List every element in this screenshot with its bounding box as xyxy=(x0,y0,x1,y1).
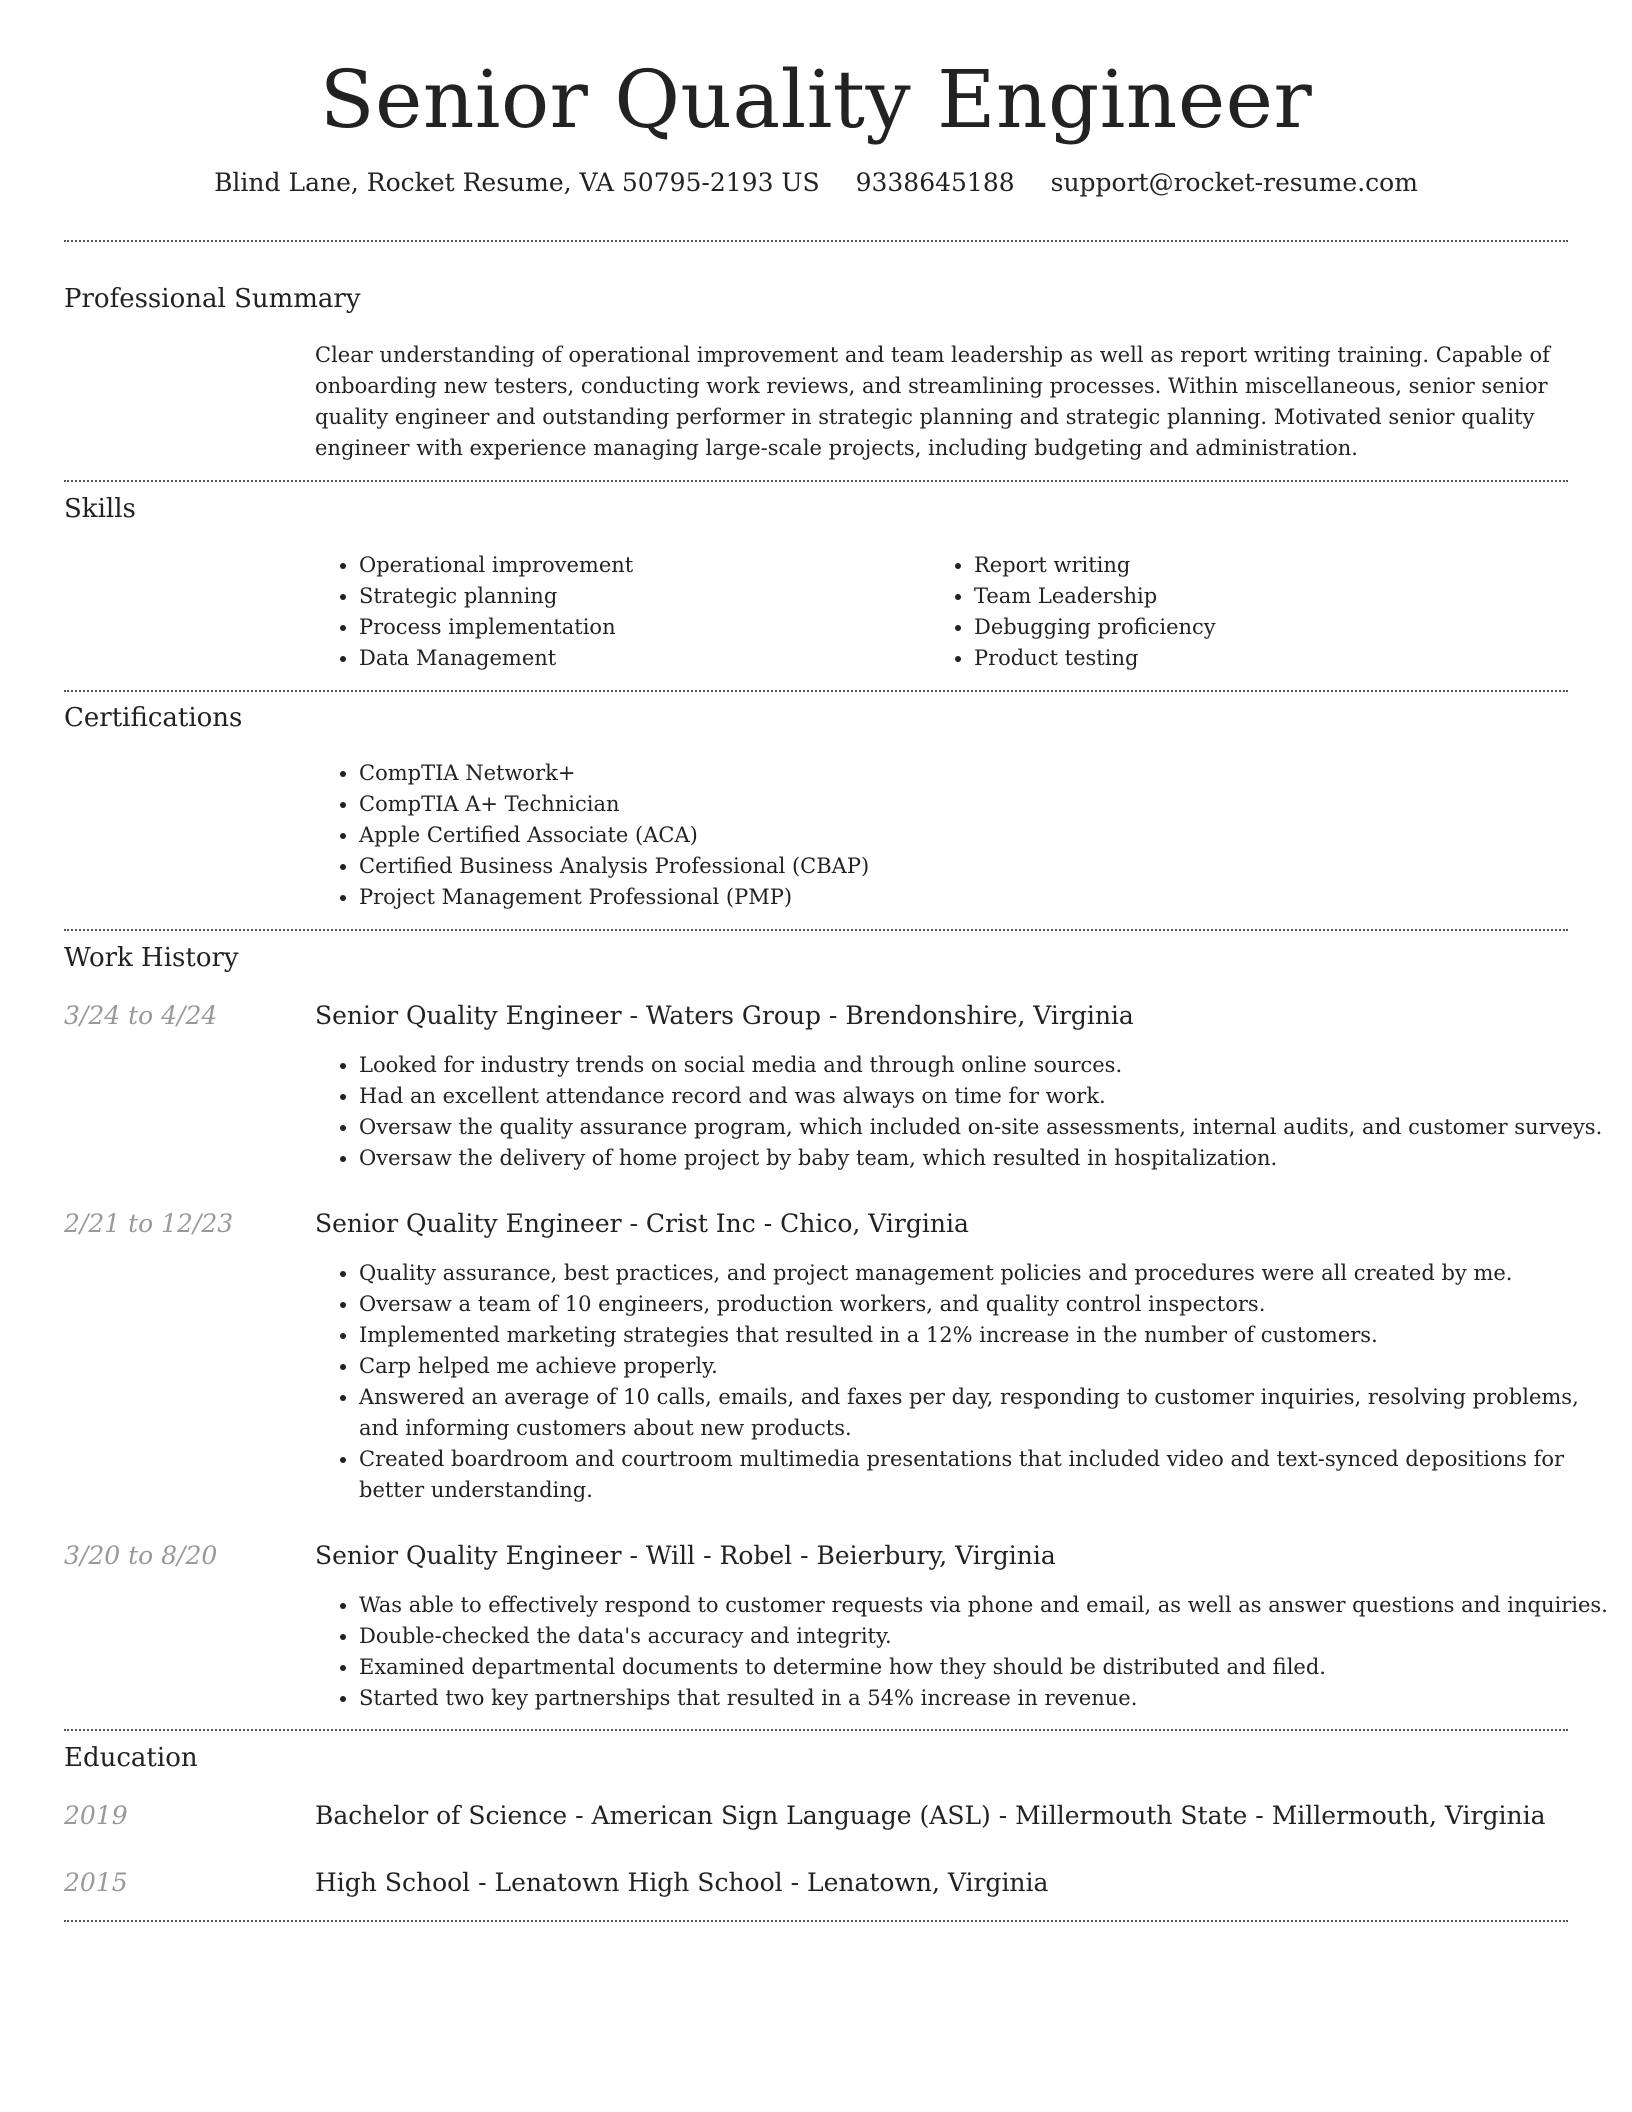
work-history-heading: Work History xyxy=(64,943,239,973)
job-bullet: • Created boardroom and courtroom multimedia presentations that included video and text-synced depositions for better understanding. xyxy=(359,1444,1614,1506)
skill-item: • Process implementation xyxy=(359,612,939,643)
section-divider xyxy=(64,480,1568,482)
job-bullet: • Carp helped me achieve properly. xyxy=(359,1351,1614,1382)
skills-heading: Skills xyxy=(64,494,136,524)
skill-item: • Report writing xyxy=(974,550,1574,581)
skill-item: • Team Leadership xyxy=(974,581,1574,612)
job-bullets xyxy=(315,1590,1614,1714)
certification-item: • CompTIA A+ Technician xyxy=(359,789,1559,820)
job-bullet: • Implemented marketing strategies that resulted in a 12% increase in the number of customers. xyxy=(359,1320,1614,1351)
skill-item: • Data Management xyxy=(359,643,939,674)
skill-item: • Strategic planning xyxy=(359,581,939,612)
contact-address: Blind Lane, Rocket Resume, VA 50795-2193 US xyxy=(214,168,820,197)
job-bullet: • Looked for industry trends on social media and through online sources. xyxy=(359,1050,1614,1081)
job-bullet: • Double-checked the data's accuracy and integrity. xyxy=(359,1621,1614,1652)
section-divider xyxy=(64,690,1568,692)
certification-item: • Apple Certified Associate (ACA) xyxy=(359,820,1559,851)
contact-phone: 9338645188 xyxy=(855,168,1015,197)
education-heading: Education xyxy=(64,1743,198,1773)
job-dates: 3/20 to 8/20 xyxy=(64,1541,218,1570)
job-bullet: • Quality assurance, best practices, and project management policies and procedures were all created by me. xyxy=(359,1258,1614,1289)
job-title: Senior Quality Engineer - Will - Robel - Beierbury, Virginia xyxy=(315,1541,1056,1570)
contact-email: support@rocket-resume.com xyxy=(1050,168,1418,197)
summary-text: Clear understanding of operational improvement and team leadership as well as report writing training. Capable of onboarding new testers, conducting work reviews, and streamlining processes. Within miscellaneous, senior senior quality engineer and outstanding performer in strategic planning and strategic planning. Motivated senior quality engineer with experience managing large-scale projects, including budgeting and administration. xyxy=(315,343,1550,460)
job-title: Senior Quality Engineer - Crist Inc - Chico, Virginia xyxy=(315,1209,969,1238)
job-bullets xyxy=(315,1258,1614,1506)
certification-item: • CompTIA Network+ xyxy=(359,758,1559,789)
job-dates: 2/21 to 12/23 xyxy=(64,1209,234,1238)
candidate-name: Senior Quality Engineer xyxy=(319,53,1313,146)
contact-line xyxy=(0,166,1632,200)
job-title: Senior Quality Engineer - Waters Group - Brendonshire, Virginia xyxy=(315,1001,1134,1030)
summary-heading: Professional Summary xyxy=(64,284,361,314)
skills-list-left xyxy=(315,550,939,674)
skill-item: • Debugging proficiency xyxy=(974,612,1574,643)
job-dates: 3/24 to 4/24 xyxy=(64,1001,218,1030)
education-entry: High School - Lenatown High School - Lenatown, Virginia xyxy=(315,1868,1049,1897)
job-bullet: • Had an excellent attendance record and was always on time for work. xyxy=(359,1081,1614,1112)
job-bullet: • Was able to effectively respond to customer requests via phone and email, as well as answer questions and inquiries. xyxy=(359,1590,1614,1621)
section-divider xyxy=(64,929,1568,931)
education-year: 2019 xyxy=(64,1801,128,1830)
section-divider xyxy=(64,240,1568,242)
job-bullet: • Oversaw the quality assurance program, which included on-site assessments, internal audits, and customer surveys. xyxy=(359,1112,1614,1143)
certification-item: • Certified Business Analysis Professional (CBAP) xyxy=(359,851,1559,882)
section-divider xyxy=(64,1729,1568,1731)
certifications-list xyxy=(315,758,1559,913)
education-entry: Bachelor of Science - American Sign Language (ASL) - Millermouth State - Millermouth, Virginia xyxy=(315,1801,1546,1830)
skills-list-right xyxy=(930,550,1574,674)
skill-item: • Product testing xyxy=(974,643,1574,674)
job-bullet: • Examined departmental documents to determine how they should be distributed and filed. xyxy=(359,1652,1614,1683)
job-bullet: • Oversaw the delivery of home project by baby team, which resulted in hospitalization. xyxy=(359,1143,1614,1174)
job-bullet: • Answered an average of 10 calls, emails, and faxes per day, responding to customer inquiries, resolving problems, and informing customers about new products. xyxy=(359,1382,1614,1444)
certifications-heading: Certifications xyxy=(64,703,243,733)
resume-header xyxy=(0,0,1632,200)
certification-item: • Project Management Professional (PMP) xyxy=(359,882,1559,913)
job-bullet: • Started two key partnerships that resulted in a 54% increase in revenue. xyxy=(359,1683,1614,1714)
job-bullets xyxy=(315,1050,1614,1174)
section-divider xyxy=(64,1920,1568,1922)
education-year: 2015 xyxy=(64,1868,128,1897)
skill-item: • Operational improvement xyxy=(359,550,939,581)
job-bullet: • Oversaw a team of 10 engineers, production workers, and quality control inspectors. xyxy=(359,1289,1614,1320)
